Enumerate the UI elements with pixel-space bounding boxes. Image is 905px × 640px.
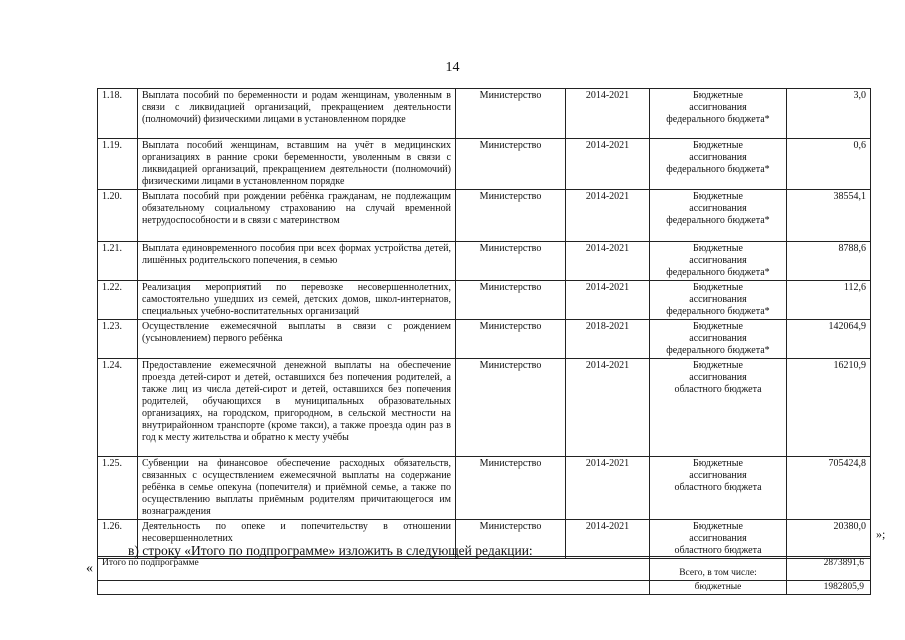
funding-source-line: Бюджетные: [693, 458, 743, 469]
period: 2014-2021: [566, 89, 650, 139]
amount: 142064,9: [787, 320, 871, 359]
measure-name: Субвенции на финансовое обеспечение расходных обязательств, связанных с осуществлением ежемесячной выплаты на содержание ребёнка в семье опекуна (попечителя) и приёмной семье, а также по осуществлению выплаты приёмным родителям причитающегося им вознаграждения: [138, 457, 456, 520]
funding-source-line: Бюджетные: [693, 360, 743, 371]
period: 2018-2021: [566, 320, 650, 359]
measure-name: Выплата пособий женщинам, вставшим на учёт в медицинских организациях в ранние сроки беременности, уволенным в связи с ликвидацией организаций, прекращением деятельности (полномочий) физическими лицами в установленном порядке: [138, 139, 456, 190]
funding-source-line: федерального бюджета*: [666, 345, 770, 356]
funding-source-line: ассигнования: [689, 372, 747, 383]
funding-source-line: Бюджетные: [693, 321, 743, 332]
funding-source-line: ассигнования: [689, 333, 747, 344]
funding-source: [650, 281, 787, 320]
amount: 3,0: [787, 89, 871, 139]
executor: Министерство: [456, 190, 566, 242]
period: 2014-2021: [566, 457, 650, 520]
total-desc: бюджетные: [650, 581, 787, 595]
measure-name: Выплата пособий при рождении ребёнка гражданам, не подлежащим обязательному социальному страхованию на случай временной нетрудоспособности и в связи с материнством: [138, 190, 456, 242]
row-number: 1.18.: [98, 89, 138, 139]
row-number: 1.26.: [98, 520, 138, 559]
period: 2014-2021: [566, 139, 650, 190]
instruction-text: в) строку «Итого по подпрограмме» изложить в следующей редакции:: [128, 543, 533, 558]
measures-table: [97, 88, 871, 559]
period: 2014-2021: [566, 190, 650, 242]
table-row: [98, 190, 871, 242]
funding-source-line: федерального бюджета*: [666, 267, 770, 278]
measure-name: Деятельность по опеке и попечительству в отношении несовершеннолетних: [138, 520, 456, 559]
funding-source-line: ассигнования: [689, 152, 747, 163]
closing-quote: »;: [876, 527, 886, 541]
row-number: 1.20.: [98, 190, 138, 242]
funding-source: [650, 359, 787, 457]
period: 2014-2021: [566, 242, 650, 281]
page-number: 14: [445, 60, 460, 75]
amount: 0,6: [787, 139, 871, 190]
funding-source: [650, 320, 787, 359]
executor: Министерство: [456, 89, 566, 139]
funding-source-line: федерального бюджета*: [666, 215, 770, 226]
funding-source: [650, 89, 787, 139]
executor: Министерство: [456, 281, 566, 320]
executor: Министерство: [456, 320, 566, 359]
funding-source-line: Бюджетные: [693, 191, 743, 202]
measure-name: Реализация мероприятий по перевозке несовершеннолетних, самостоятельно ушедших из семей, детских домов, школ-интернатов, специальных учебно-воспитательных организаций: [138, 281, 456, 320]
period: 2014-2021: [566, 281, 650, 320]
measure-name: Выплата единовременного пособия при всех формах устройства детей, лишённых родительского попечения, в семью: [138, 242, 456, 281]
funding-source-line: областного бюджета: [674, 545, 762, 556]
amount: 705424,8: [787, 457, 871, 520]
total-label-empty: [98, 581, 650, 595]
amount: 8788,6: [787, 242, 871, 281]
measure-name: Осуществление ежемесячной выплаты в связи с рождением (усыновлением) первого ребёнка: [138, 320, 456, 359]
amount: 38554,1: [787, 190, 871, 242]
funding-source: [650, 190, 787, 242]
funding-source-line: Бюджетные: [693, 90, 743, 101]
row-number: 1.23.: [98, 320, 138, 359]
measure-name: Выплата пособий по беременности и родам женщинам, уволенным в связи с ликвидацией организаций, прекращением деятельности (полномочий) физическими лицами в установленном порядке: [138, 89, 456, 139]
total-value: 2873891,6: [787, 557, 871, 581]
funding-source-line: Бюджетные: [693, 140, 743, 151]
funding-source-line: ассигнования: [689, 255, 747, 266]
table-row: [98, 359, 871, 457]
period: 2014-2021: [566, 359, 650, 457]
funding-source-line: областного бюджета: [674, 482, 762, 493]
row-number: 1.21.: [98, 242, 138, 281]
funding-source-line: областного бюджета: [674, 384, 762, 395]
funding-source-line: федерального бюджета*: [666, 114, 770, 125]
funding-source-line: ассигнования: [689, 102, 747, 113]
amount: 20380,0: [787, 520, 871, 559]
row-number: 1.24.: [98, 359, 138, 457]
executor: Министерство: [456, 359, 566, 457]
table-row: [98, 457, 871, 520]
total-row: [98, 557, 871, 581]
funding-source-line: ассигнования: [689, 203, 747, 214]
table-row: [98, 320, 871, 359]
total-value: 1982805,9: [787, 581, 871, 595]
executor: Министерство: [456, 457, 566, 520]
funding-source: [650, 520, 787, 559]
table-row: [98, 242, 871, 281]
funding-source-line: ассигнования: [689, 533, 747, 544]
table-row: [98, 281, 871, 320]
total-row: [98, 581, 871, 595]
funding-source: [650, 242, 787, 281]
funding-source: [650, 139, 787, 190]
executor: Министерство: [456, 520, 566, 559]
period: 2014-2021: [566, 520, 650, 559]
table-row: [98, 139, 871, 190]
row-number: 1.22.: [98, 281, 138, 320]
funding-source-line: Бюджетные: [693, 243, 743, 254]
opening-quote: «: [86, 561, 93, 576]
funding-source-line: Бюджетные: [693, 282, 743, 293]
row-number: 1.25.: [98, 457, 138, 520]
total-label: Итого по подпрограмме: [98, 557, 650, 581]
amount: 112,6: [787, 281, 871, 320]
total-table: [97, 556, 871, 595]
executor: Министерство: [456, 139, 566, 190]
row-number: 1.19.: [98, 139, 138, 190]
funding-source: [650, 457, 787, 520]
funding-source-line: ассигнования: [689, 294, 747, 305]
measure-name: Предоставление ежемесячной денежной выплаты на обеспечение проезда детей-сирот и детей, оставшихся без попечения родителей, а также лиц из числа детей-сирот и детей, оставшихся без попечения родителей, обучающихся в муниципальных образовательных организациях, на городском, пригородном, в сельской местности на внутрирайонном транспорте (кроме такси), а также проезда один раз в год к месту жительства и обратно к месту учёбы: [138, 359, 456, 457]
amount: 16210,9: [787, 359, 871, 457]
funding-source-line: федерального бюджета*: [666, 306, 770, 317]
executor: Министерство: [456, 242, 566, 281]
total-desc: Всего, в том числе:: [650, 557, 787, 581]
funding-source-line: федерального бюджета*: [666, 164, 770, 175]
funding-source-line: Бюджетные: [693, 521, 743, 532]
table-row: [98, 89, 871, 139]
funding-source-line: ассигнования: [689, 470, 747, 481]
